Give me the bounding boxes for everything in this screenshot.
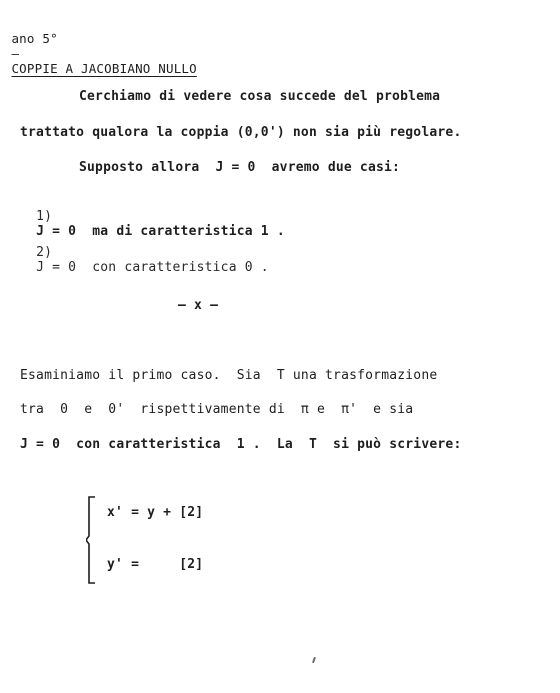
heading-prefix: ano 5°: [11, 31, 58, 46]
heading-title: COPPIE A JACOBIANO NULLO: [11, 61, 197, 76]
section-heading: [0, 16, 197, 76]
case-text: J = 0 con caratteristica 0 .: [36, 260, 269, 275]
paper-speck: [312, 657, 316, 663]
system-brace: [86, 496, 96, 584]
paragraph2-line1: Esaminiamo il primo caso. Sia T una trasformazione: [20, 368, 438, 383]
case-item-2: [20, 230, 269, 275]
paragraph1-line1: Cerchiamo di vedere cosa succede del problema: [79, 89, 441, 104]
paragraph1-line2: trattato qualora la coppia (0,0') non sia più regolare.: [20, 125, 462, 140]
paragraph2-line2: tra 0 e 0' rispettivamente di π e π' e sia: [20, 402, 414, 417]
heading-dash: –: [11, 46, 20, 61]
system-equation-1: x' = y + [2]: [107, 505, 204, 520]
system-equation-2: y' = [2]: [107, 557, 204, 572]
case-text: J = 0 ma di caratteristica 1 .: [36, 224, 285, 239]
section-separator: – x –: [178, 298, 219, 313]
case-label: 1): [36, 209, 53, 224]
case-label: 2): [36, 245, 53, 260]
paragraph2-line3: J = 0 con caratteristica 1 . La T si può scrivere:: [20, 437, 462, 452]
paragraph1-line3: Supposto allora J = 0 avremo due casi:: [79, 160, 401, 175]
